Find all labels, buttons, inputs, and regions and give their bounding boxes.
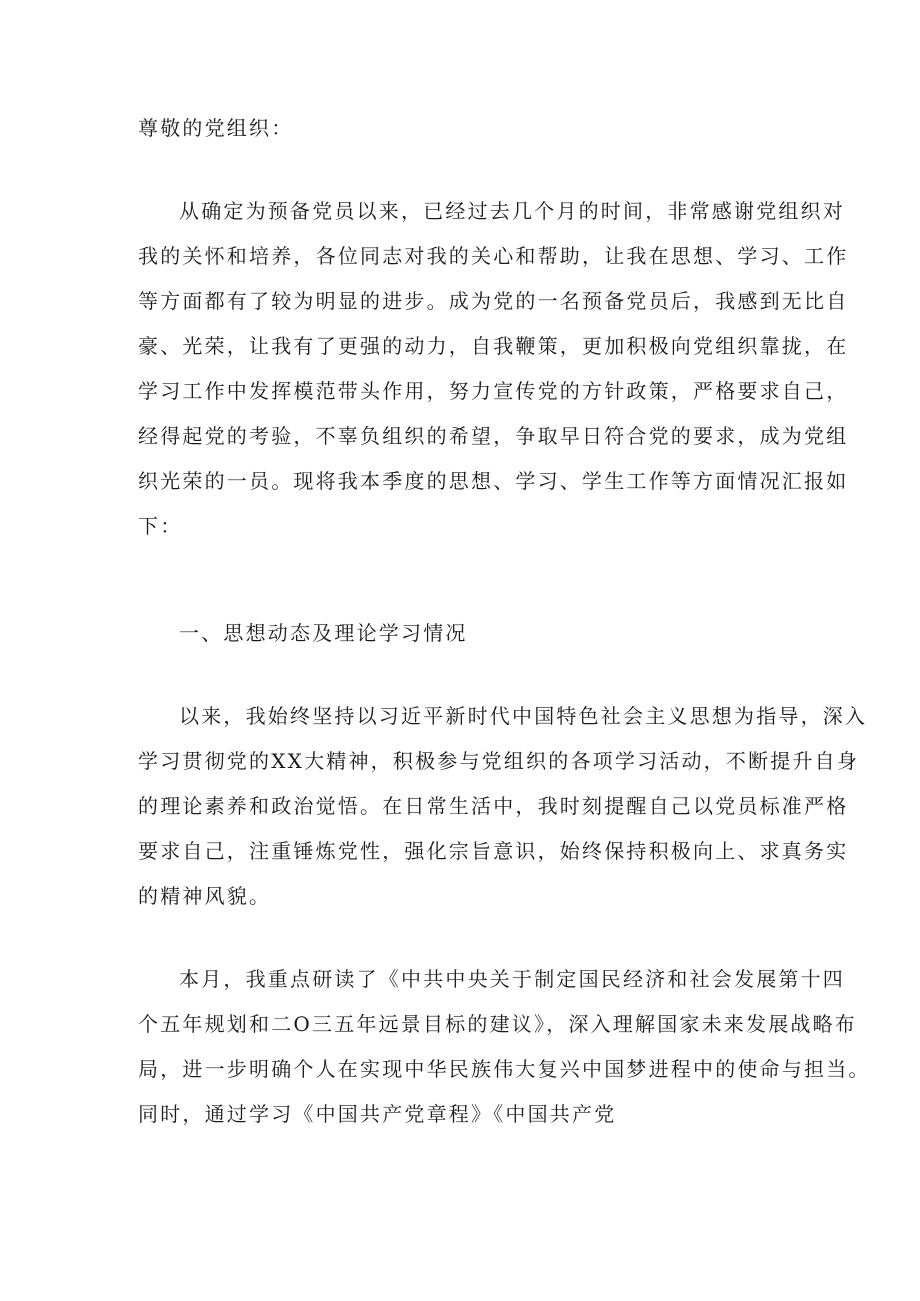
paragraph-line: 经得起党的考验，不辜负组织的希望，争取早日符合党的要求，成为党组: [138, 424, 849, 448]
paragraph-line: 学习工作中发挥模范带头作用，努力宣传党的方针政策，严格要求自己，: [138, 379, 849, 403]
paragraph-line: 等方面都有了较为明显的进步。成为党的一名预备党员后，我感到无比自: [138, 289, 849, 313]
paragraph-line: 局，进一步明确个人在实现中华民族伟大复兴中国梦进程中的使命与担当。: [138, 1057, 871, 1081]
paragraph-line: 我的关怀和培养，各位同志对我的关心和帮助，让我在思想、学习、工作: [138, 244, 849, 268]
salutation: 尊敬的党组织：: [138, 116, 294, 140]
paragraph-line: 豪、光荣，让我有了更强的动力，自我鞭策，更加积极向党组织靠拢，在: [138, 334, 849, 358]
paragraph-line: 要求自己，注重锤炼党性，强化宗旨意识，始终保持积极向上、求真务实: [138, 839, 849, 863]
section-heading: 一、思想动态及理论学习情况: [179, 621, 468, 645]
paragraph-line: 以来，我始终坚持以习近平新时代中国特色社会主义思想为指导，深入: [179, 704, 868, 728]
paragraph-line: 本月，我重点研读了《中共中央关于制定国民经济和社会发展第十四: [179, 967, 845, 991]
paragraph-line: 织光荣的一员。现将我本季度的思想、学习、学生工作等方面情况汇报如: [138, 469, 849, 493]
paragraph-line: 的理论素养和政治觉悟。在日常生活中，我时刻提醒自己以党员标准严格: [138, 794, 849, 818]
paragraph-line: 从确定为预备党员以来，已经过去几个月的时间，非常感谢党组织对: [179, 199, 845, 223]
paragraph-line: 学习贯彻党的XX大精神，积极参与党组织的各项学习活动，不断提升自身: [138, 749, 860, 773]
paragraph-line: 个五年规划和二O三五年远景目标的建议》，深入理解国家未来发展战略布: [138, 1012, 857, 1036]
paragraph-line: 的精神风貌。: [138, 884, 272, 908]
paragraph-line: 下：: [138, 514, 183, 538]
paragraph-line: 同时，通过学习《中国共产党章程》《中国共产党: [138, 1102, 617, 1126]
